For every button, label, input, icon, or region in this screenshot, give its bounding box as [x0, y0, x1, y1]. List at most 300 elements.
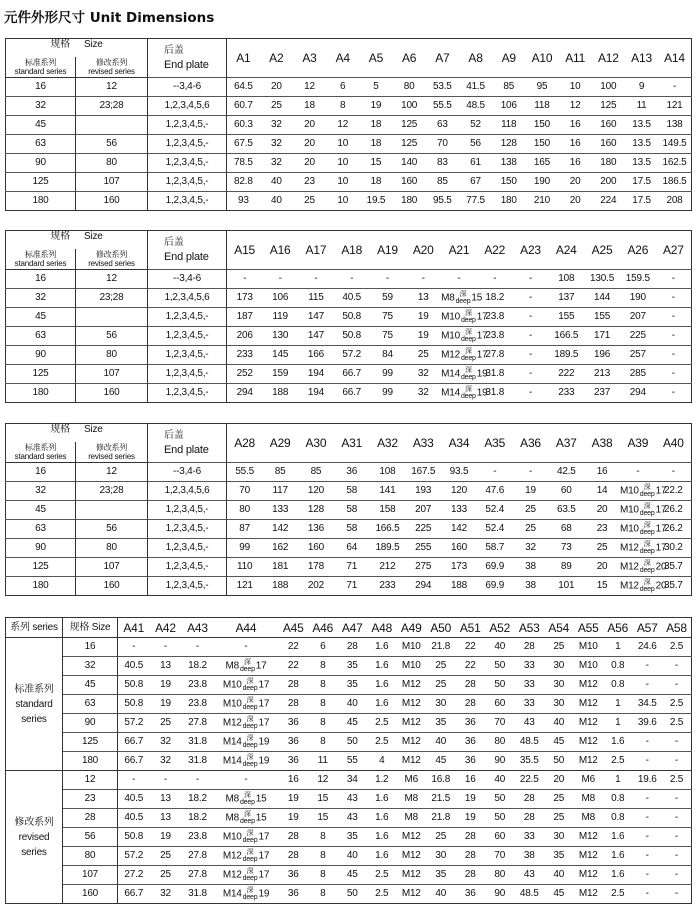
table-cell: --3,4-6 [148, 462, 227, 481]
table-cell: 25 [584, 538, 620, 557]
table-cell: 180 [393, 191, 426, 210]
table-cell: 93 [227, 191, 260, 210]
table-cell: 90 [485, 885, 515, 904]
table-cell: 1,2,3,4,5,- [148, 557, 227, 576]
table-cell: 20 [293, 134, 326, 153]
table-cell: 1.6 [367, 695, 397, 714]
revised-series-cn: 修改系列 [95, 57, 128, 67]
table-cell: 166.5 [370, 519, 406, 538]
table-cell: 142 [262, 519, 298, 538]
thread-depth: 19 [258, 736, 270, 748]
table-cell: 80 [76, 538, 148, 557]
thread-size: M12 [441, 349, 460, 361]
table-cell: 121 [658, 96, 691, 115]
table-cell: 66.7 [334, 383, 370, 402]
table-cell: 1,2,3,4,5,- [148, 519, 227, 538]
table-cell: 28 [279, 828, 309, 847]
deep-label [456, 291, 471, 305]
table-cell: - [633, 847, 663, 866]
table-cell: - [513, 288, 549, 307]
column-header-a44: A44 [235, 620, 257, 635]
table-row [6, 771, 692, 790]
deep-label [243, 830, 258, 844]
table-cell: 150 [492, 172, 525, 191]
table-cell: 2.5 [603, 885, 633, 904]
table-cell: - [662, 657, 692, 676]
table-cell: - [298, 269, 334, 288]
table-cell: 17.5 [625, 191, 658, 210]
table-cell: 1,2,3,4,5,- [148, 576, 227, 595]
deep-en-label: deep [242, 875, 258, 882]
table-cell: 138 [658, 115, 691, 134]
table-cell: --3,4-6 [148, 269, 227, 288]
table-cell: 25 [150, 866, 182, 885]
table-row [6, 538, 692, 557]
table-cell: 36 [279, 752, 309, 771]
table-cell: 56 [76, 519, 148, 538]
table-cell: 5 [359, 77, 392, 96]
table-cell: 18.2 [182, 790, 214, 809]
table-cell: - [633, 657, 663, 676]
table-cell: M10 [397, 638, 427, 657]
column-header-a3: A3 [302, 50, 317, 65]
table-cell: 36 [279, 866, 309, 885]
table-cell [441, 307, 488, 326]
table-cell: 108 [370, 462, 406, 481]
deep-en-label: deep [239, 799, 255, 806]
table-row [6, 172, 692, 191]
table-cell: 28 [456, 695, 486, 714]
table-cell: 107 [76, 557, 148, 576]
thread-depth: 17 [476, 311, 488, 323]
table-row [6, 828, 692, 847]
table-cell: 95 [525, 77, 558, 96]
deep-cn-label: 深 [243, 792, 251, 799]
table-cell: - [633, 828, 663, 847]
table-cell: 16 [559, 134, 592, 153]
table-cell: 1 [603, 714, 633, 733]
table-cell: 52.4 [477, 500, 513, 519]
table-row [6, 676, 692, 695]
deep-cn-label: 深 [246, 887, 254, 894]
standard-series-cn: 标准系列 [24, 249, 57, 259]
table-cell: - [633, 809, 663, 828]
table-cell: 125 [6, 364, 76, 383]
thread-depth: 17 [655, 485, 667, 497]
table-cell: 58 [334, 481, 370, 500]
table-cell: 35 [338, 828, 368, 847]
thread-size: M12 [222, 717, 242, 729]
deep-label [243, 868, 258, 882]
table-cell: 160 [592, 115, 625, 134]
deep-cn-label: 深 [464, 385, 472, 393]
table-cell: 1,2,3,4,5,6 [148, 96, 227, 115]
thread-size: M14 [222, 888, 242, 900]
table-cell: 56 [459, 134, 492, 153]
table-cell: 13 [405, 288, 441, 307]
table-cell: 45 [338, 866, 368, 885]
table-cell: 45 [544, 885, 574, 904]
table-cell [214, 714, 279, 733]
column-header-a55: A55 [577, 620, 599, 635]
table-cell: 23.8 [182, 828, 214, 847]
table-cell: - [118, 771, 150, 790]
table-cell: 22.5 [515, 771, 545, 790]
table-cell: 25 [405, 345, 441, 364]
table-cell: 125 [592, 96, 625, 115]
table-cell: 23;28 [76, 481, 148, 500]
table-cell: 48.5 [515, 885, 545, 904]
table-cell: 16 [63, 638, 118, 657]
column-header-a16: A16 [269, 242, 291, 257]
thread-depth: 17 [655, 542, 667, 554]
table-cell: - [662, 885, 692, 904]
revised-series-label-line-1: revised [18, 831, 50, 843]
table-cell: 57.2 [334, 345, 370, 364]
table-cell: - [656, 364, 692, 383]
table-row [6, 326, 692, 345]
table-cell [619, 576, 667, 595]
table-cell: 50.8 [334, 326, 370, 345]
table-cell: - [662, 866, 692, 885]
table-cell: 1 [603, 695, 633, 714]
table-cell: 28 [279, 695, 309, 714]
table-cell: 141 [370, 481, 406, 500]
table-cell: 2.5 [367, 885, 397, 904]
table-cell [214, 676, 279, 695]
table-cell [619, 557, 667, 576]
table-cell: 90 [485, 752, 515, 771]
thread-size: M14 [222, 755, 242, 767]
table-cell: 63 [426, 115, 459, 134]
column-header-a45: A45 [282, 620, 304, 635]
table-row [6, 307, 692, 326]
revised-series-en: revised series [88, 258, 135, 268]
table-cell: 194 [298, 383, 334, 402]
thread-depth: 17 [258, 831, 270, 843]
column-header-a48: A48 [371, 620, 393, 635]
table-cell: 34 [338, 771, 368, 790]
table-cell: 95.5 [426, 191, 459, 210]
table-cell: 188 [262, 383, 298, 402]
standard-series-label [6, 638, 63, 771]
table-cell: 84 [370, 345, 406, 364]
table-cell: 6 [326, 77, 359, 96]
table-cell: 33 [515, 828, 545, 847]
table-cell [76, 307, 148, 326]
dimension-table-a41-a58 [5, 617, 692, 904]
table-cell: 120 [441, 481, 477, 500]
table-cell: 19 [405, 307, 441, 326]
table-cell: M12 [574, 752, 604, 771]
table-cell: 160 [76, 576, 148, 595]
thread-depth: 15 [255, 812, 267, 824]
deep-label [240, 659, 255, 673]
column-header-a10: A10 [531, 50, 553, 65]
table-cell: - [214, 771, 279, 790]
table-cell: 15 [359, 153, 392, 172]
table-cell: 27.8 [182, 714, 214, 733]
table-cell: 15 [308, 790, 338, 809]
table-cell: 35.5 [515, 752, 545, 771]
table-cell: 1.6 [603, 866, 633, 885]
table-cell: 106 [262, 288, 298, 307]
table-cell: 28 [456, 866, 486, 885]
table-row [6, 191, 692, 210]
table-cell: 19 [513, 481, 549, 500]
table-cell: 1 [603, 638, 633, 657]
table-cell: 60.3 [227, 115, 260, 134]
table-cell: 149.5 [658, 134, 691, 153]
thread-size: M10 [222, 679, 242, 691]
table-cell: 40.5 [334, 288, 370, 307]
table-cell: 189.5 [370, 538, 406, 557]
end-plate-header [148, 231, 227, 270]
table-cell: 23;28 [76, 96, 148, 115]
table-cell: 45 [544, 733, 574, 752]
deep-cn-label: 深 [246, 868, 254, 875]
table-cell: 70 [485, 847, 515, 866]
table-cell: 8 [326, 96, 359, 115]
column-header-a53: A53 [518, 620, 540, 635]
table-cell [441, 383, 488, 402]
thread-depth: 17 [258, 717, 270, 729]
table-cell: 31.8 [182, 733, 214, 752]
table-cell: 1,2,3,4,5,- [148, 500, 227, 519]
column-header-a54: A54 [548, 620, 570, 635]
thread-depth: 17 [476, 330, 488, 342]
table-cell: 20 [559, 191, 592, 210]
deep-label [461, 348, 476, 362]
column-header-a13: A13 [631, 50, 652, 65]
table-row [6, 714, 692, 733]
table-cell: 45 [426, 752, 456, 771]
table-cell: 28 [63, 809, 118, 828]
spec-header [6, 231, 148, 250]
table-cell: 181 [262, 557, 298, 576]
table-cell: 56 [63, 828, 118, 847]
column-header-a29: A29 [269, 435, 291, 450]
table-cell: - [662, 828, 692, 847]
table-cell: 160 [76, 191, 148, 210]
table-row [6, 500, 692, 519]
deep-label [240, 792, 255, 806]
table-cell: 45 [63, 676, 118, 695]
table-cell: 19 [279, 809, 309, 828]
column-header-a41: A41 [118, 618, 150, 638]
thread-depth: 19 [476, 368, 488, 380]
table-cell: 19 [359, 96, 392, 115]
table-row [6, 790, 692, 809]
table-cell: 15 [308, 809, 338, 828]
column-header-a42: A42 [155, 620, 176, 635]
table-cell: 10 [326, 191, 359, 210]
table-cell: 255 [405, 538, 441, 557]
table-row [6, 752, 692, 771]
table-cell: 40 [426, 733, 456, 752]
table-cell: 18 [359, 115, 392, 134]
table-cell: 43 [338, 809, 368, 828]
revised-series-header [76, 57, 148, 77]
table-row [6, 481, 692, 500]
table-cell: 27.8 [182, 847, 214, 866]
table-cell [619, 519, 667, 538]
table-cell: 36 [279, 714, 309, 733]
table-cell: 100 [393, 96, 426, 115]
table-row [6, 638, 692, 657]
table-cell: 8 [308, 657, 338, 676]
table-cell: 190 [620, 288, 656, 307]
table-cell: 18.2 [182, 809, 214, 828]
table-cell: 162 [262, 538, 298, 557]
deep-cn-label: 深 [464, 366, 472, 374]
table-row [6, 345, 692, 364]
table-cell: 43 [515, 866, 545, 885]
thread-size: M14 [441, 368, 460, 380]
table-cell: 30 [544, 676, 574, 695]
table-row [6, 885, 692, 904]
table-cell: 40.5 [118, 809, 150, 828]
table-cell: 150 [525, 115, 558, 134]
table-cell: M10 [574, 638, 604, 657]
table-cell [214, 847, 279, 866]
column-header-a58: A58 [666, 620, 687, 635]
table-cell: 1 [603, 771, 633, 790]
column-header-a20: A20 [412, 242, 434, 257]
deep-en-label: deep [242, 856, 258, 863]
table-cell: 99 [370, 364, 406, 383]
thread-depth: 17 [255, 660, 267, 672]
table-cell: - [182, 638, 214, 657]
thread-depth: 17 [258, 679, 270, 691]
table-cell: 188 [262, 576, 298, 595]
standard-series-en: standard series [14, 66, 67, 76]
table-cell: 2.5 [662, 771, 692, 790]
deep-en-label: deep [242, 742, 258, 749]
table-cell: 1.6 [603, 828, 633, 847]
deep-en-label: deep [242, 761, 258, 768]
table-cell: 1.6 [603, 733, 633, 752]
table-cell: 28 [456, 676, 486, 695]
dimension-table-a1-a14 [5, 38, 692, 211]
table-cell: 180 [592, 153, 625, 172]
table-cell: 207 [620, 307, 656, 326]
table-cell: 9 [625, 77, 658, 96]
table-cell: 33 [515, 695, 545, 714]
deep-label [243, 849, 258, 863]
table-cell: 8 [308, 676, 338, 695]
thread-size: M10 [619, 504, 639, 516]
table-cell: 63 [6, 326, 76, 345]
column-header-a18: A18 [341, 242, 363, 257]
table-cell: 32 [260, 115, 293, 134]
table-cell: 45 [6, 115, 76, 134]
deep-en-label: deep [460, 335, 476, 343]
table-cell: 16 [6, 77, 76, 96]
deep-en-label: deep [639, 585, 655, 593]
column-header-a22: A22 [484, 242, 506, 257]
table-cell: 85 [426, 172, 459, 191]
deep-cn-label: 深 [246, 697, 254, 704]
standard-series-label-line-2: series [21, 713, 47, 725]
table-cell: 80 [485, 733, 515, 752]
table-cell: 40 [544, 866, 574, 885]
table-cell: 107 [76, 172, 148, 191]
table-cell: 222 [548, 364, 584, 383]
table-cell: 32 [405, 364, 441, 383]
table-cell: 1,2,3,4,5,- [148, 364, 227, 383]
table-header-row [6, 618, 692, 638]
thread-size: M10 [441, 330, 460, 342]
table-cell: 34.5 [633, 695, 663, 714]
standard-series-label-line-0: 标准系列 [14, 683, 54, 695]
table-cell: 19 [456, 790, 486, 809]
table-cell: 225 [405, 519, 441, 538]
table-cell: 20 [559, 172, 592, 191]
table-cell: 10 [326, 134, 359, 153]
table-cell [214, 809, 279, 828]
table-cell: - [227, 269, 263, 288]
table-cell: 63 [6, 519, 76, 538]
table-cell: 55 [338, 752, 368, 771]
table-cell: 25 [150, 847, 182, 866]
column-header-a28: A28 [227, 424, 263, 463]
table-cell: 36 [456, 733, 486, 752]
table-cell: 21.8 [426, 809, 456, 828]
table-cell: 55.5 [227, 462, 263, 481]
table-cell: 23 [293, 172, 326, 191]
table-row [6, 462, 692, 481]
table-cell: 166 [298, 345, 334, 364]
table-cell: - [370, 269, 406, 288]
table-cell: 237 [584, 383, 620, 402]
standard-series-en: standard series [14, 258, 67, 268]
table-cell: 32 [405, 383, 441, 402]
table-cell: 80 [227, 500, 263, 519]
table-cell: M12 [574, 714, 604, 733]
deep-label [243, 735, 258, 749]
revised-series-en: revised series [88, 66, 135, 76]
table-row [6, 383, 692, 402]
table-cell: 13.5 [625, 134, 658, 153]
deep-cn-label: 深 [643, 521, 651, 529]
column-header-a21: A21 [448, 242, 470, 257]
column-header-a8: A8 [468, 50, 483, 65]
table-cell [214, 733, 279, 752]
table-cell: - [118, 638, 150, 657]
table-cell: 150 [525, 134, 558, 153]
table-cell: 19 [150, 828, 182, 847]
thread-depth: 19 [476, 387, 488, 399]
table-cell: 208 [658, 191, 691, 210]
table-cell: 2.5 [367, 866, 397, 885]
table-cell: 25 [544, 809, 574, 828]
table-cell: M8 [574, 809, 604, 828]
table-cell: 294 [620, 383, 656, 402]
table-cell: 173 [441, 557, 477, 576]
table-cell: 252 [227, 364, 263, 383]
table-cell: 12 [76, 77, 148, 96]
thread-depth: 19 [258, 888, 270, 900]
table-cell: 173 [227, 288, 263, 307]
table-cell: 57.2 [118, 847, 150, 866]
table-cell: M6 [574, 771, 604, 790]
table-cell: 69.9 [477, 576, 513, 595]
table-cell: 33 [515, 657, 545, 676]
table-cell: M6 [397, 771, 427, 790]
end-plate-header [148, 424, 227, 463]
table-cell: 25 [544, 790, 574, 809]
